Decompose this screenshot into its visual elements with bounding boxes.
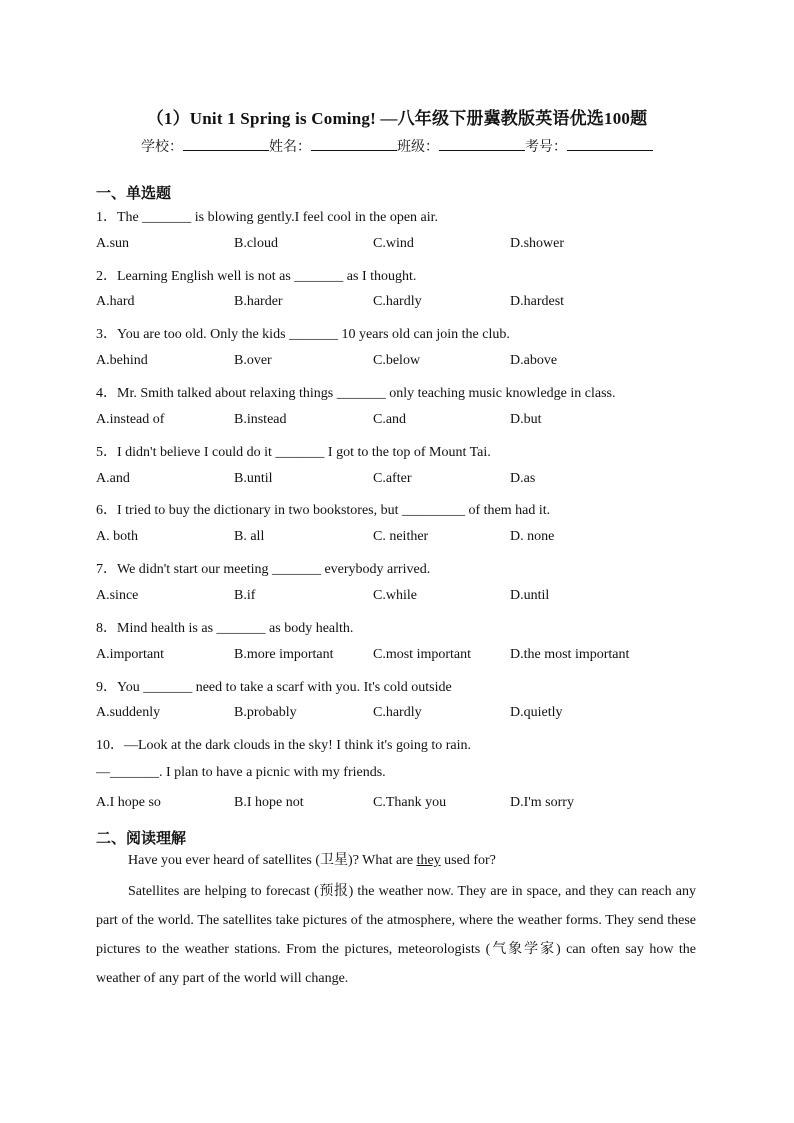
option-a: A.instead of — [96, 412, 165, 427]
question-5-stem: 5．I didn't believe I could do it _______ I got to the top of Mount Tai. — [96, 445, 491, 460]
section-heading-single-choice: 一、单选题 — [96, 184, 172, 202]
option-d: D. none — [510, 529, 555, 544]
option-a: A.behind — [96, 353, 148, 368]
option-c: C.hardly — [373, 705, 422, 720]
option-a: A.since — [96, 588, 139, 603]
option-b: B.I hope not — [234, 795, 304, 810]
number-label: 考号： — [525, 139, 567, 155]
option-a: A.important — [96, 647, 165, 662]
question-4-options — [96, 412, 716, 432]
question-1-options — [96, 236, 716, 256]
question-9-options — [96, 705, 716, 725]
reading-paragraph-1: Satellites are helping to forecast (预报) the weather now. They are in space, and they can reach any part of the world. The satellites take pictures of the atmosphere, where the weather forms. They send these pictures to the weather stations. From the pictures, meteorologists (气象学家) can often say how the weather of any part of the world will change. — [96, 884, 696, 986]
question-10-stem: 10．—Look at the dark clouds in the sky! I think it's going to rain. — [96, 738, 472, 753]
option-d: D.quietly — [510, 705, 563, 720]
option-b: B.instead — [234, 412, 287, 427]
school-blank — [183, 138, 269, 151]
reading-intro-before: Have you ever heard of satellites (卫星)? What are — [128, 853, 417, 868]
question-6-options — [96, 529, 716, 549]
option-d: D.as — [510, 471, 536, 486]
option-b: B.probably — [234, 705, 297, 720]
question-1-stem: 1．The _______ is blowing gently.I feel cool in the open air. — [96, 210, 439, 225]
option-c: C.while — [373, 588, 417, 603]
question-8-stem: 8．Mind health is as _______ as body health. — [96, 621, 354, 636]
option-d: D.shower — [510, 236, 565, 251]
name-blank — [311, 138, 397, 151]
question-3-options — [96, 353, 716, 373]
option-a: A.suddenly — [96, 705, 161, 720]
reading-intro-after: used for? — [440, 853, 496, 868]
page-title: （1）Unit 1 Spring is Coming! —八年级下册冀教版英语优选100题 — [146, 109, 648, 128]
question-5-options — [96, 471, 716, 491]
option-c: C.below — [373, 353, 421, 368]
question-9-stem: 9．You _______ need to take a scarf with you. It's cold outside — [96, 680, 452, 695]
class-label: 班级： — [397, 139, 439, 155]
option-b: B.over — [234, 353, 272, 368]
option-a: A.I hope so — [96, 795, 161, 810]
question-4-stem: 4．Mr. Smith talked about relaxing things _______ only teaching music knowledge in class. — [96, 386, 616, 401]
option-b: B.harder — [234, 294, 283, 309]
option-a: A.sun — [96, 236, 130, 251]
question-2-options — [96, 294, 716, 314]
option-b: B.more important — [234, 647, 334, 662]
option-c: C.hardly — [373, 294, 422, 309]
option-c: C.Thank you — [373, 795, 447, 810]
question-7-stem: 7．We didn't start our meeting _______ everybody arrived. — [96, 562, 431, 577]
question-10-stem-reply: —_______. I plan to have a picnic with my friends. — [96, 765, 386, 780]
option-d: D.I'm sorry — [510, 795, 574, 810]
reading-intro — [96, 846, 696, 875]
class-blank — [439, 138, 525, 151]
option-d: D.until — [510, 588, 550, 603]
option-d: D.hardest — [510, 294, 565, 309]
option-d: D.but — [510, 412, 542, 427]
question-10-options — [96, 795, 716, 815]
option-c: C.most important — [373, 647, 471, 662]
option-c: C.and — [373, 412, 407, 427]
option-c: C.wind — [373, 236, 414, 251]
reading-intro-underlined: they — [416, 853, 441, 868]
question-7-options — [96, 588, 716, 608]
option-a: A.hard — [96, 294, 135, 309]
school-label: 学校： — [141, 139, 183, 155]
question-6-stem: 6．I tried to buy the dictionary in two bookstores, but _________ of them had it. — [96, 503, 551, 518]
option-a: A.and — [96, 471, 130, 486]
option-d: D.the most important — [510, 647, 630, 662]
option-b: B.if — [234, 588, 256, 603]
number-blank — [567, 138, 653, 151]
option-a: A. both — [96, 529, 138, 544]
student-info-line — [0, 136, 794, 156]
option-b: B.cloud — [234, 236, 278, 251]
question-3-stem: 3．You are too old. Only the kids _______ 10 years old can join the club. — [96, 327, 510, 342]
option-d: D.above — [510, 353, 558, 368]
option-b: B. all — [234, 529, 265, 544]
option-c: C.after — [373, 471, 412, 486]
question-8-options — [96, 647, 716, 667]
option-b: B.until — [234, 471, 273, 486]
option-c: C. neither — [373, 529, 429, 544]
section-heading-reading: 二、阅读理解 — [96, 829, 187, 847]
name-label: 姓名： — [269, 139, 311, 155]
question-2-stem: 2．Learning English well is not as _______ as I thought. — [96, 269, 417, 284]
